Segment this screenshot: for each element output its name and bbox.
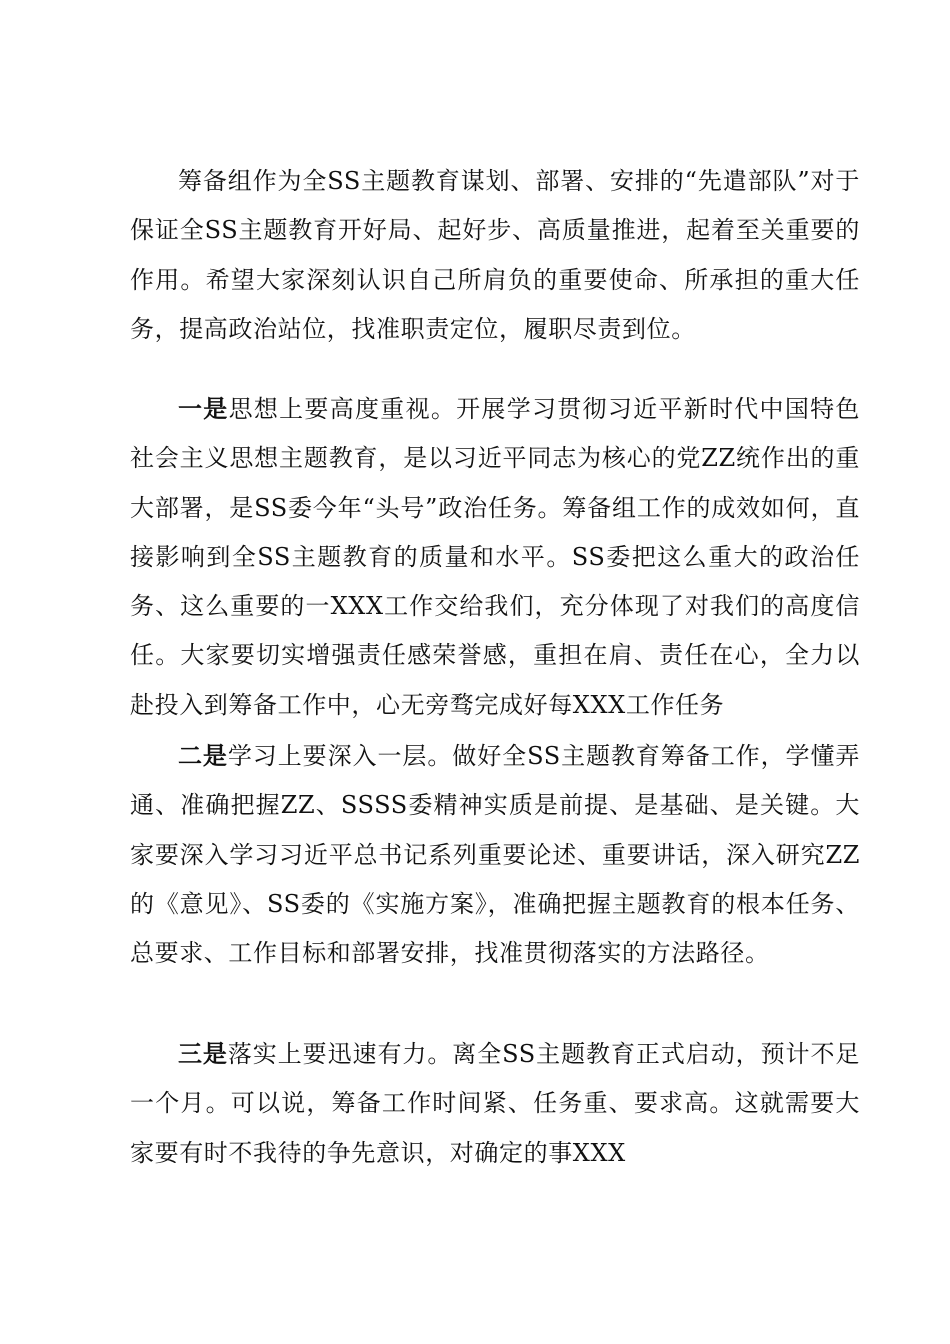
paragraph-intro — [130, 156, 860, 354]
paragraph-point-three — [130, 1029, 860, 1178]
paragraph-text: 落实上要迅速有力。离全SS主题教育正式启动，预计不足一个月。可以说，筹备工作时间紧、任务重、要求高。这就需要大家要有时不我待的争先意识，对确定的事XXX — [130, 1040, 860, 1167]
paragraph-point-one — [130, 384, 860, 730]
paragraph-lead: 一是 — [178, 394, 229, 423]
paragraph-lead: 三是 — [178, 1039, 228, 1068]
paragraph-text: 思想上要高度重视。开展学习贯彻习近平新时代中国特色社会主义思想主题教育，是以习近平同志为核心的党ZZ统作出的重大部署，是SS委今年“头号”政治任务。筹备组工作的成效如何，直接影响到全SS主题教育的质量和水平。SS委把这么重大的政治任务、这么重要的一XXX工作交给我们，充分体现了对我们的高度信任。大家要切实增强责任感荣誉感，重担在肩、责任在心，全力以赴投入到筹备工作中，心无旁骛完成好每XXX工作任务 — [130, 395, 861, 719]
paragraph-text: 筹备组作为全SS主题教育谋划、部署、安排的“先遣部队”对于保证全SS主题教育开好局、起好步、高质量推进，起着至关重要的作用。希望大家深刻认识自己所肩负的重要使命、所承担的重大任务，提高政治站位，找准职责定位，履职尽责到位。 — [130, 167, 860, 343]
paragraph-text: 学习上要深入一层。做好全SS主题教育筹备工作，学懂弄通、准确把握ZZ、SSSS委精神实质是前提、是基础、是关键。大家要深入学习习近平总书记系列重要论述、重要讲话，深入研究ZZ的《意见》、SS委的《实施方案》，准确把握主题教育的根本任务、总要求、工作目标和部署安排，找准贯彻落实的方法路径。 — [130, 742, 860, 968]
paragraph-point-two — [130, 731, 860, 978]
paragraph-lead: 二是 — [178, 741, 228, 770]
